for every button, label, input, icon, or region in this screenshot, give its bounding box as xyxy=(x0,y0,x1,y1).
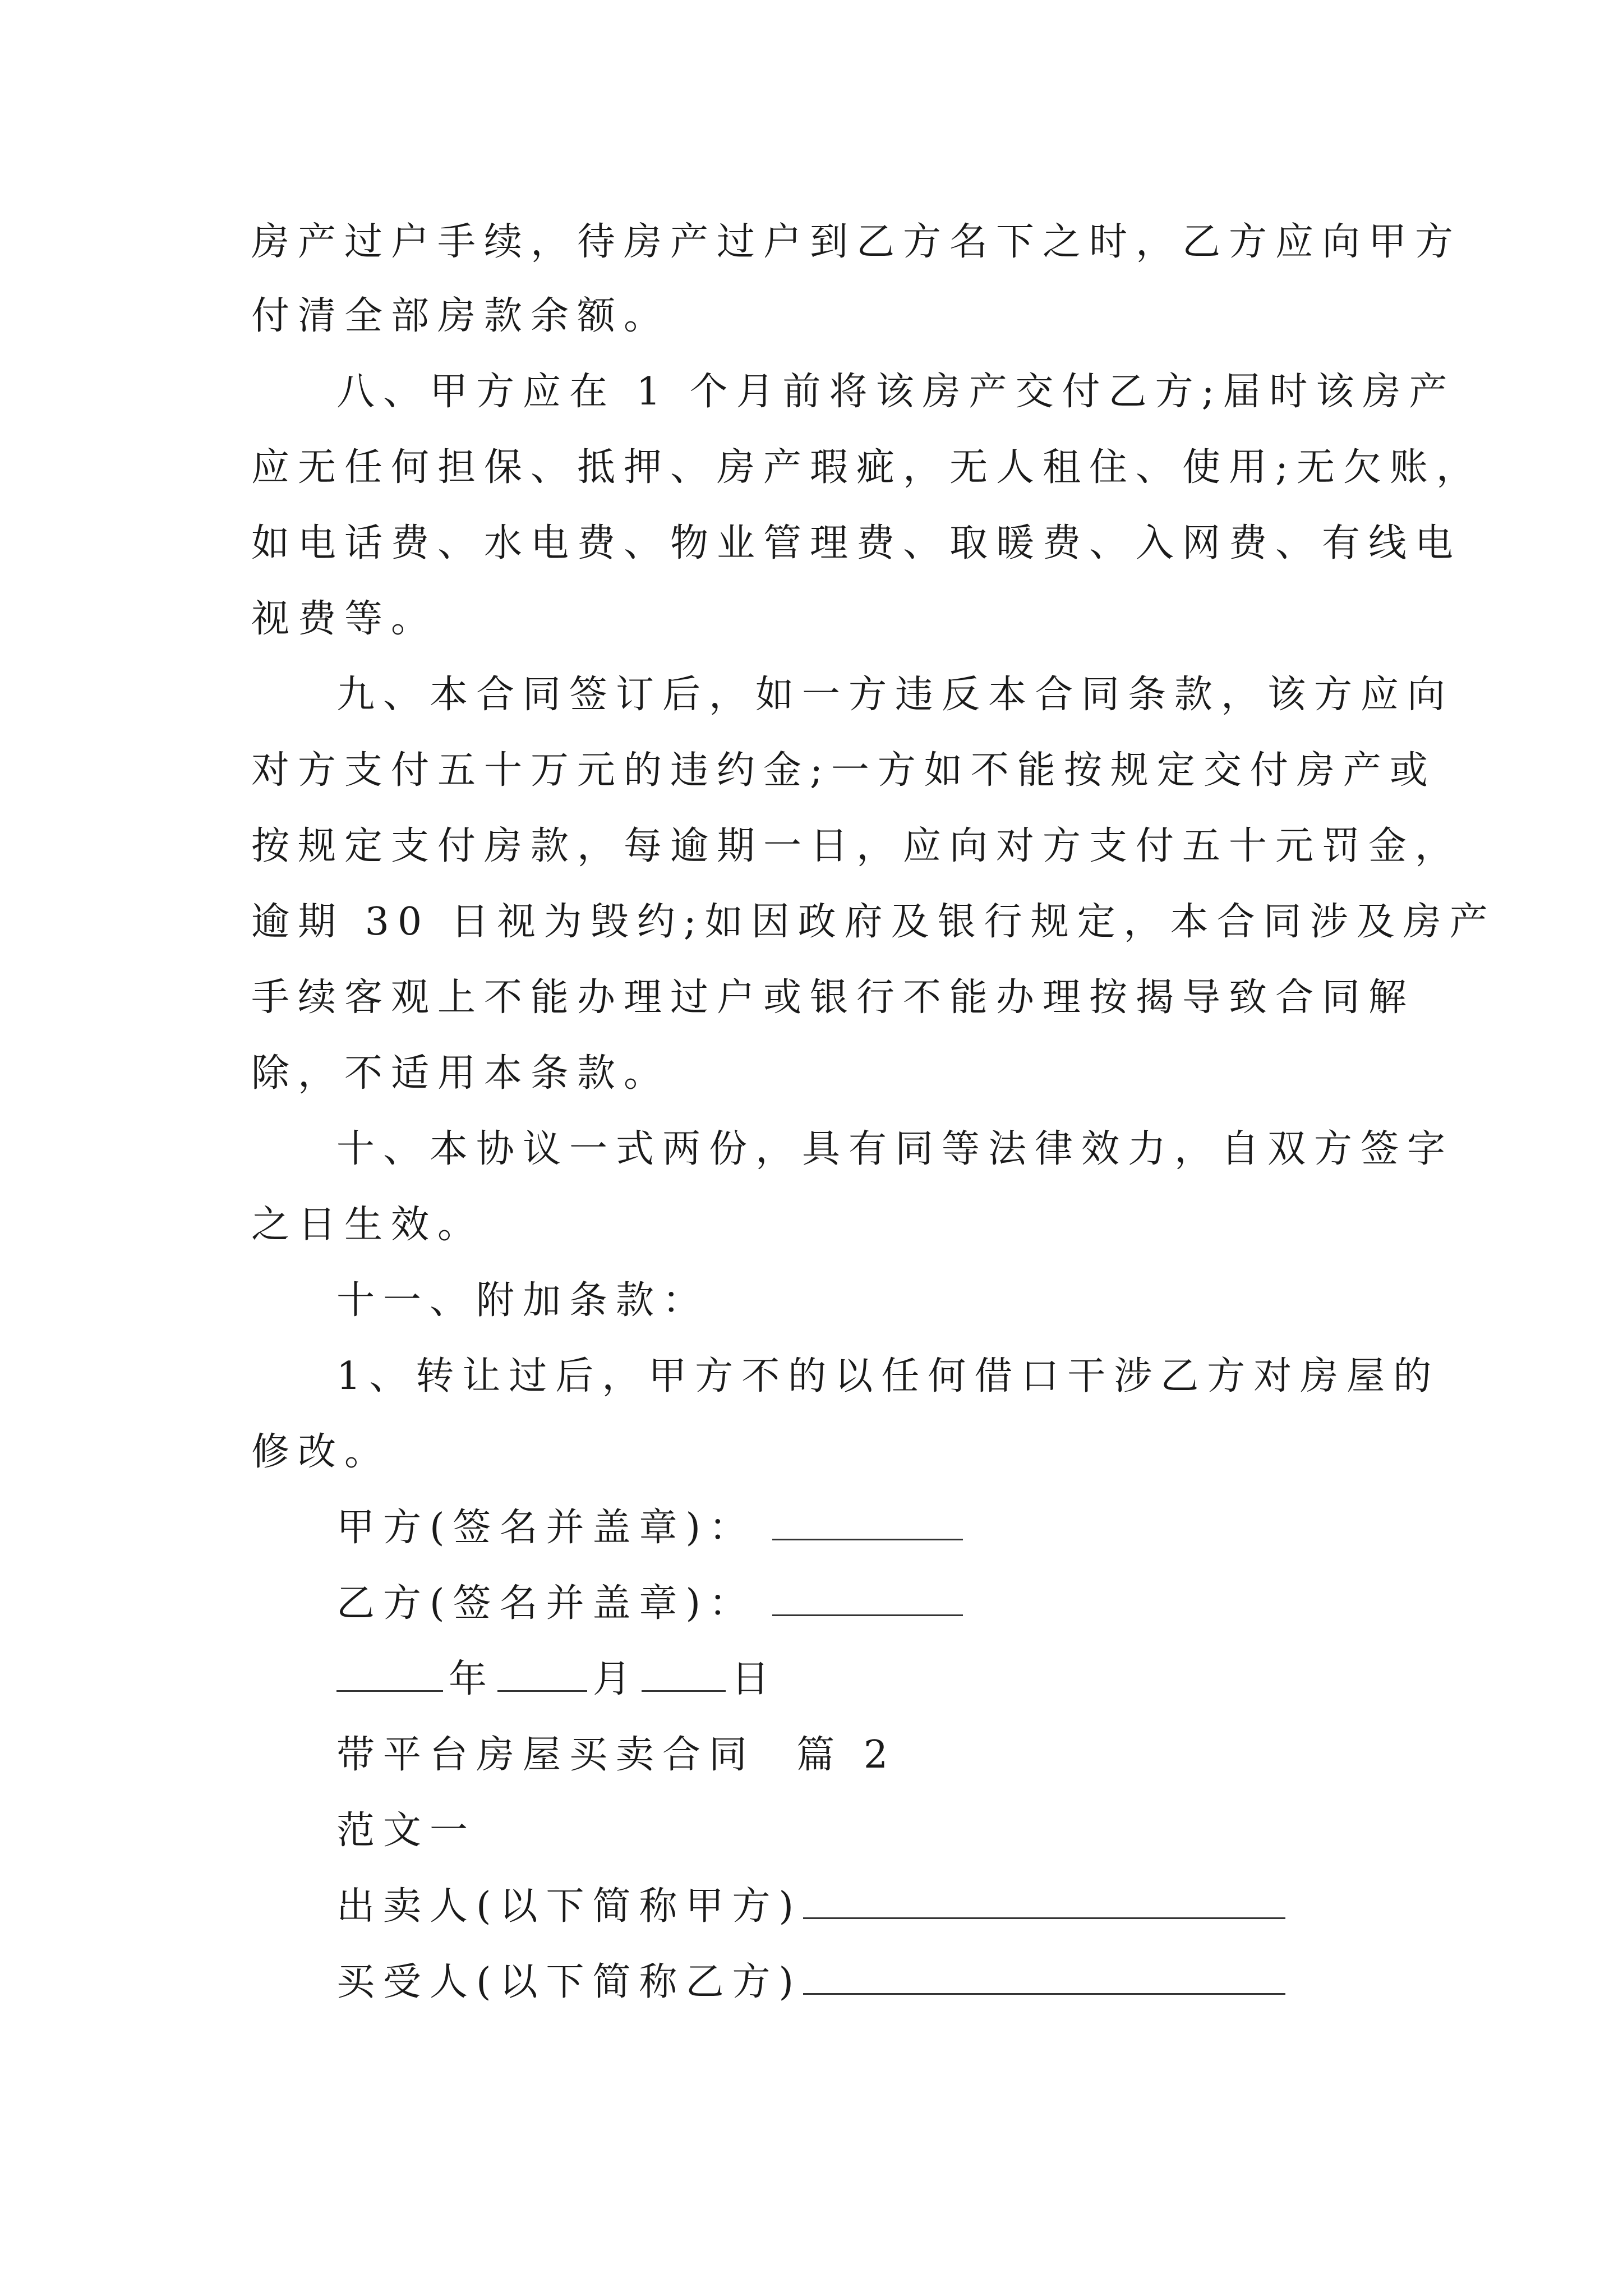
clause-9-line: 九、本合同签订后，如一方违反本合同条款，该方应向 xyxy=(336,673,1454,717)
date-line xyxy=(336,1657,778,1701)
party-b-signature-blank[interactable] xyxy=(772,1586,963,1616)
seller-line xyxy=(336,1884,1285,1929)
buyer-line xyxy=(336,1960,1285,2004)
clause-9-line: 除，不适用本条款。 xyxy=(251,1051,671,1096)
clause-11-item: 修改。 xyxy=(251,1430,391,1474)
clause-11-item: 1、转让过后，甲方不的以任何借口干涉乙方对房屋的 xyxy=(336,1354,1440,1398)
clause-9-line: 对方支付五十万元的违约金;一方如不能按规定交付房产或 xyxy=(251,748,1436,793)
year-blank[interactable] xyxy=(336,1662,443,1692)
paragraph-line: 房产过户手续，待房产过户到乙方名下之时，乙方应向甲方 xyxy=(251,220,1462,264)
clause-8-line: 应无任何担保、抵押、房产瑕疵，无人租住、使用;无欠账， xyxy=(251,445,1483,490)
month-blank[interactable] xyxy=(497,1662,587,1692)
clause-11-heading: 十一、附加条款： xyxy=(336,1278,709,1323)
clause-9-line: 手续客观上不能办理过户或银行不能办理按揭导致合同解 xyxy=(251,976,1415,1020)
clause-8-line: 如电话费、水电费、物业管理费、取暖费、入网费、有线电 xyxy=(251,521,1462,565)
party-b-signature-line xyxy=(336,1581,963,1626)
party-a-signature-blank[interactable] xyxy=(772,1511,963,1540)
year-label: 年 xyxy=(449,1657,496,1701)
party-a-signature-label: 甲方(签名并盖章)： xyxy=(336,1506,756,1550)
clause-10-line: 之日生效。 xyxy=(251,1203,485,1247)
party-a-signature-line xyxy=(336,1506,963,1550)
seller-label: 出卖人(以下简称甲方) xyxy=(336,1884,803,1929)
paragraph-line: 付清全部房款余额。 xyxy=(251,294,671,338)
buyer-label: 买受人(以下简称乙方) xyxy=(336,1960,803,2004)
clause-9-line: 逾期 30 日视为毁约;如因政府及银行规定，本合同涉及房产 xyxy=(251,900,1496,944)
clause-9-line: 按规定支付房款，每逾期一日，应向对方支付五十元罚金， xyxy=(251,824,1462,868)
party-b-signature-label: 乙方(签名并盖章)： xyxy=(336,1581,756,1626)
seller-blank[interactable] xyxy=(803,1889,1285,1919)
day-blank[interactable] xyxy=(642,1662,726,1692)
clause-10-line: 十、本协议一式两份，具有同等法律效力，自双方签字 xyxy=(336,1127,1454,1171)
clause-8-line: 八、甲方应在 1 个月前将该房产交付乙方;届时该房产 xyxy=(336,370,1456,414)
buyer-blank[interactable] xyxy=(803,1965,1285,1995)
clause-8-line: 视费等。 xyxy=(251,597,438,641)
month-label: 月 xyxy=(593,1657,640,1701)
section-title: 带平台房屋买卖合同 篇 2 xyxy=(336,1733,897,1777)
day-label: 日 xyxy=(731,1657,778,1701)
sample-label: 范文一 xyxy=(336,1809,477,1853)
